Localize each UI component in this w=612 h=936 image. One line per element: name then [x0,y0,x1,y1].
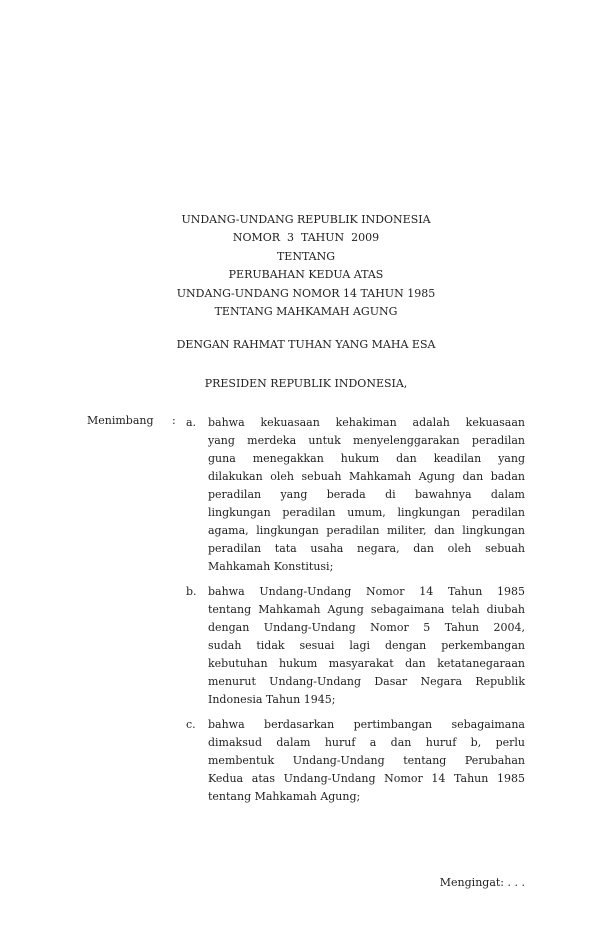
blessing-line: DENGAN RAHMAT TUHAN YANG MAHA ESA [176,338,436,351]
title-line: TENTANG MAHKAMAH AGUNG [214,305,398,319]
item-text-line: dengan Undang-Undang Nomor 5 Tahun 2004, [208,621,525,634]
item-text-line: tentang Mahkamah Agung; [208,790,361,803]
item-text-line: dimaksud dalam huruf a dan huruf b, perlu [208,736,525,749]
title-line: TENTANG [276,249,336,263]
item-text-line: Indonesia Tahun 1945; [208,693,336,706]
item-letter: a. [186,416,197,429]
menimbang-colon: : [172,414,176,427]
item-text-line: kebutuhan hukum masyarakat dan ketatanegaraan [208,657,525,670]
menimbang-label: Menimbang [87,414,154,427]
item-letter: c. [186,718,196,731]
menimbang-items [186,414,525,813]
title-line: UNDANG-UNDANG NOMOR 14 TAHUN 1985 [176,286,436,300]
item-text-line: Kedua atas Undang-Undang Nomor 14 Tahun 1985 [208,772,525,785]
consideration-item [186,414,525,576]
title-line: PERUBAHAN KEDUA ATAS [228,268,384,282]
item-text-line: agama, lingkungan peradilan militer, dan lingkungan [208,524,525,537]
title-line: UNDANG-UNDANG REPUBLIK INDONESIA [181,213,431,226]
document-title [0,211,612,321]
item-text-line: yang merdeka untuk menyelenggarakan peradilan [208,434,525,447]
item-text-line: guna menegakkan hukum dan keadilan yang [208,452,525,465]
item-text-line: peradilan tata usaha negara, dan oleh sebuah [208,542,525,555]
item-letter: b. [186,585,197,598]
consideration-item [186,716,525,806]
item-text-line: bahwa berdasarkan pertimbangan sebagaimana [208,718,525,731]
item-text-line: bahwa Undang-Undang Nomor 14 Tahun 1985 [208,585,525,598]
item-text-line: Mahkamah Konstitusi; [208,560,334,573]
item-text-line: peradilan yang berada di bawahnya dalam [208,488,525,501]
president-line: PRESIDEN REPUBLIK INDONESIA, [204,377,408,390]
item-text-line: bahwa kekuasaan kehakiman adalah kekuasaan [208,416,525,429]
title-line: NOMOR 3 TAHUN 2009 [232,231,380,245]
item-text-line: menurut Undang-Undang Dasar Negara Republik [208,675,525,688]
consideration-item [186,583,525,709]
item-text-line: lingkungan peradilan umum, lingkungan peradilan [208,506,525,519]
item-text-line: sudah tidak sesuai lagi dengan perkembangan [208,639,525,652]
item-text-line: membentuk Undang-Undang tentang Perubahan [208,754,525,767]
item-text-line: tentang Mahkamah Agung sebagaimana telah diubah [208,603,525,616]
item-text-line: dilakukan oleh sebuah Mahkamah Agung dan badan [208,470,525,483]
page-continuation: Mengingat: . . . [439,876,525,889]
